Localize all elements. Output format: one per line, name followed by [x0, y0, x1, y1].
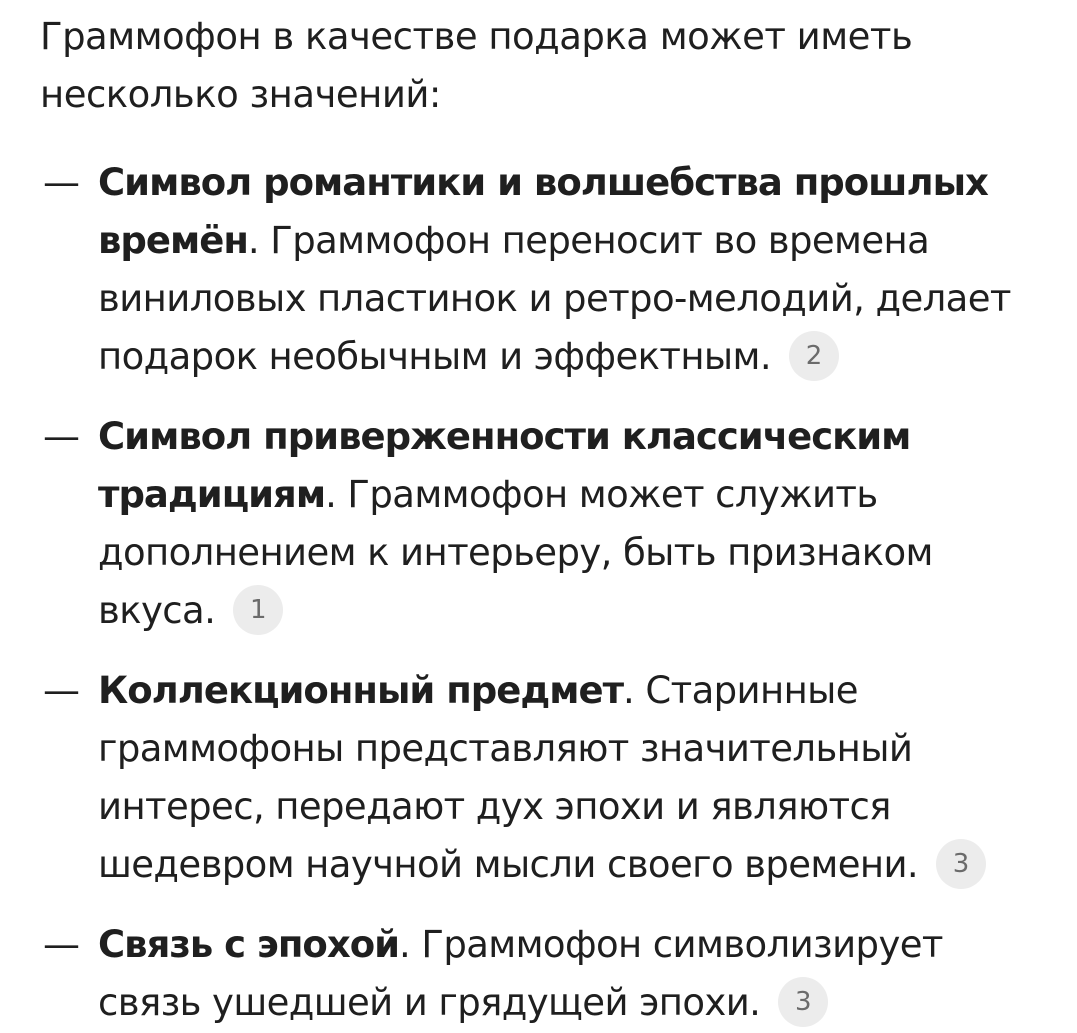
- citation-badge[interactable]: 2: [789, 331, 839, 381]
- citation-badge[interactable]: 3: [936, 839, 986, 889]
- citation-badge[interactable]: 1: [233, 585, 283, 635]
- item-term: Коллекционный предмет: [98, 669, 624, 712]
- item-term: Связь с эпохой: [98, 923, 400, 966]
- dash-marker: —: [43, 415, 80, 458]
- list-item: [40, 408, 1037, 640]
- dash-marker: —: [43, 669, 80, 712]
- intro-text: Граммофон в качестве подарка может иметь несколько значений:: [40, 15, 913, 116]
- list-item: [40, 662, 1037, 894]
- citation-badge[interactable]: 3: [778, 977, 828, 1027]
- term-period: .: [623, 669, 635, 712]
- item-text: Граммофон переносит во времена виниловых пластинок и ретро-мелодий, делает подарок необычным и эффектным.: [98, 219, 1011, 378]
- dash-marker: —: [43, 161, 80, 204]
- list-item: [40, 154, 1037, 386]
- item-text: Старинные граммофоны представляют значительный интерес, передают дух эпохи и являются шедевром научной мысли своего времени.: [98, 669, 919, 886]
- term-period: .: [247, 219, 260, 262]
- item-text: Граммофон может служить дополнением к интерьеру, быть признаком вкуса.: [98, 473, 933, 632]
- list-item: [40, 916, 1037, 1032]
- dash-marker: —: [43, 923, 80, 966]
- term-period: .: [325, 473, 337, 516]
- item-term: Символ приверженности классическим традициям: [98, 415, 911, 516]
- item-term: Символ романтики и волшебства прошлых времён: [98, 161, 988, 262]
- term-period: .: [399, 923, 411, 966]
- meanings-list: [40, 154, 1037, 1032]
- item-text: Граммофон символизирует связь ушедшей и грядущей эпохи.: [98, 923, 943, 1024]
